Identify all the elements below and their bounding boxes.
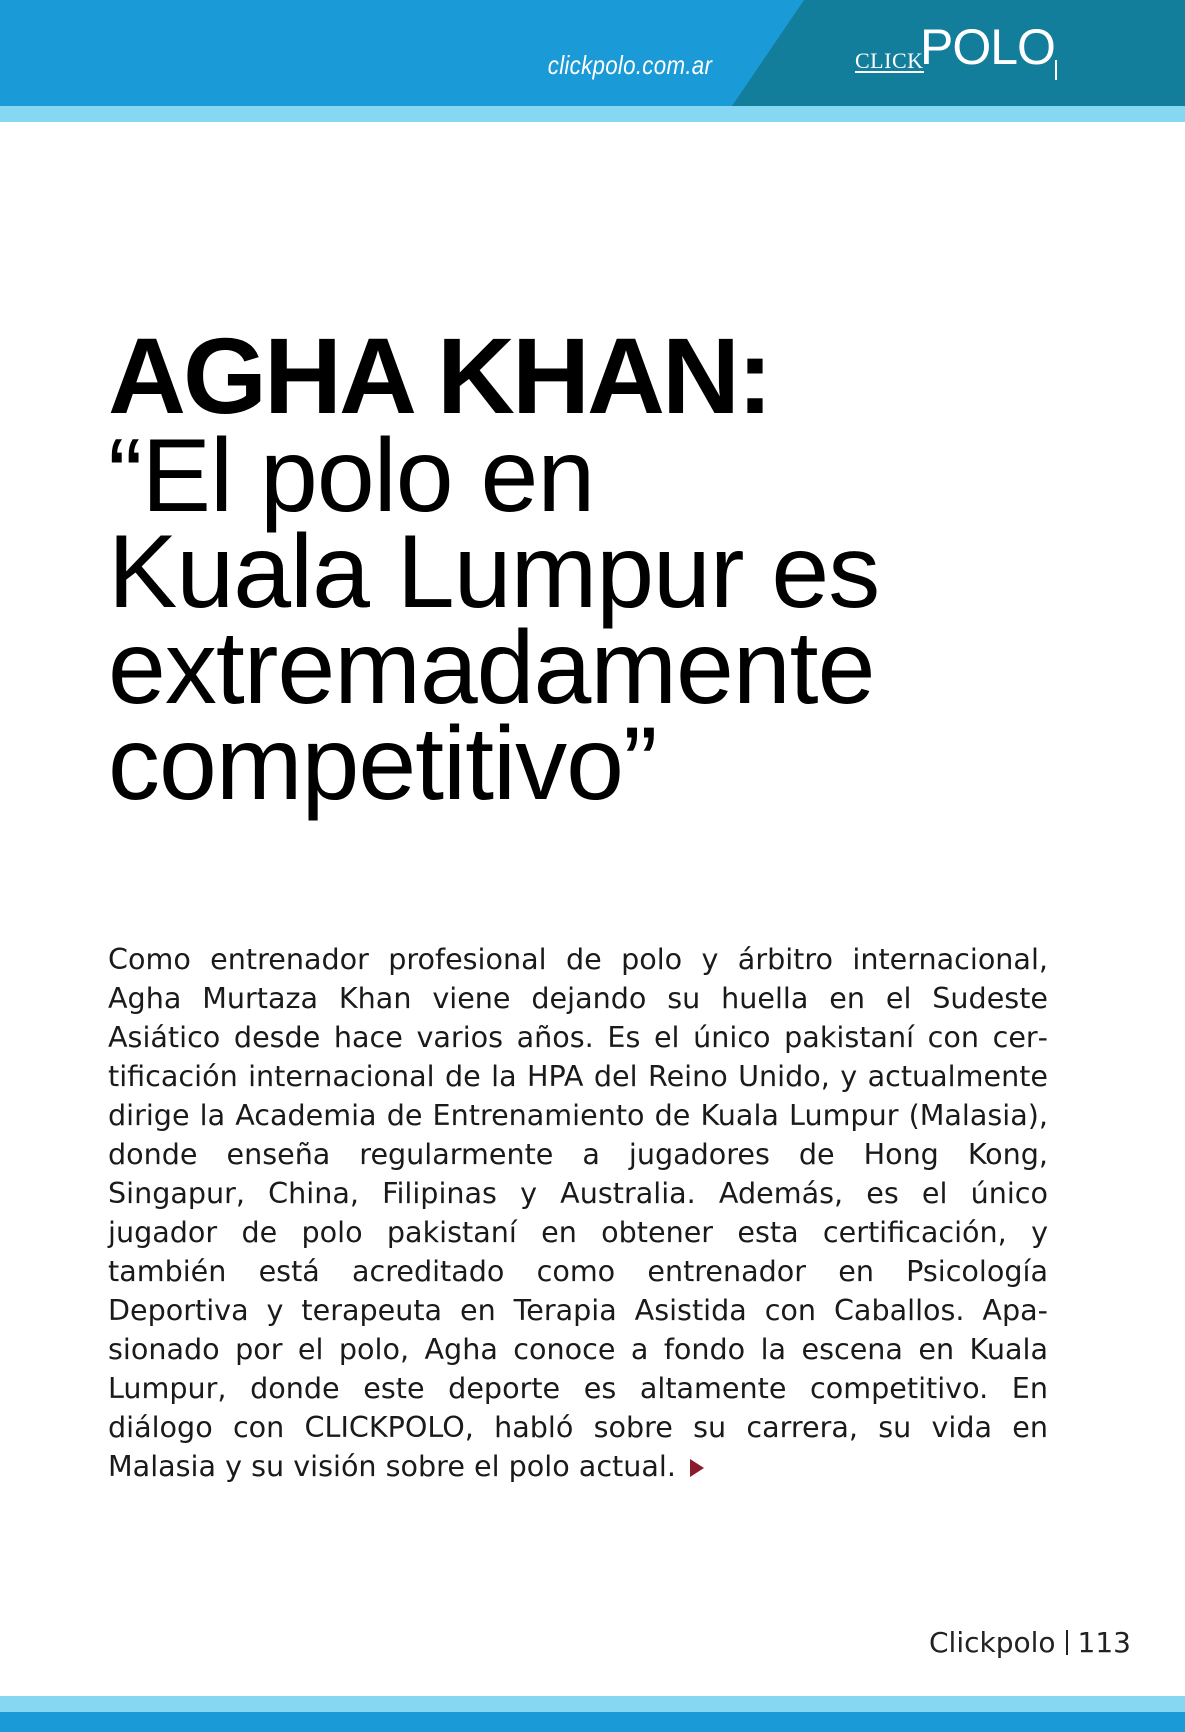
footer-dark-strip	[0, 1712, 1185, 1732]
title-name: AGHA KHAN:	[108, 315, 770, 436]
page-footer	[929, 1626, 1131, 1659]
title-quote-line: “El polo en	[108, 418, 595, 534]
footer-separator	[1066, 1630, 1068, 1655]
intro-paragraph: Como entrenador profesional de polo y árbitro internacional, Agha Murtaza Khan viene dejando su huella en el Sudeste Asiático desde hace varios años. Es el único pakistaní con certificación internacional de la HPA del Reino Unido, y actualmente dirige la Academia de Entrenamiento de Kuala Lumpur (Malasia), donde enseña regularmente a jugadores de Hong Kong, Singapur, China, Filipinas y Australia. Además, es el único jugador de polo pakistaní en obtener esta certificación, y también está acreditado como entrenador en Psicología Deportiva y terapeuta en Terapia Asistida con Caballos. Apasionado por el polo, Agha conoce a fondo la escena en Kuala Lumpur, donde este deporte es altamente competitivo. En diálogo con CLICKPOLO, habló sobre su carrera, su vida en Malasia y su visión sobre el polo actual.	[108, 942, 1048, 1483]
footer-publication: Clickpolo	[929, 1626, 1056, 1659]
page-number: 113	[1077, 1626, 1131, 1659]
article-intro	[108, 940, 1048, 1486]
title-quote-line: competitivo”	[108, 706, 657, 822]
title-quote	[108, 418, 1108, 822]
title-quote-line: extremadamente	[108, 610, 875, 726]
article-title	[108, 315, 1108, 822]
page-header	[0, 0, 1185, 106]
logo-polo-text: POLO	[920, 19, 1055, 75]
header-light-strip	[0, 106, 1185, 122]
site-url: clickpolo.com.ar	[547, 50, 712, 80]
footer-light-strip	[0, 1696, 1185, 1712]
play-triangle-icon	[690, 1459, 704, 1477]
logo-tick-mark	[1055, 60, 1057, 80]
logo-click-text: CLICK	[855, 48, 924, 73]
title-quote-line: Kuala Lumpur es	[108, 514, 880, 630]
clickpolo-logo	[855, 19, 1060, 92]
